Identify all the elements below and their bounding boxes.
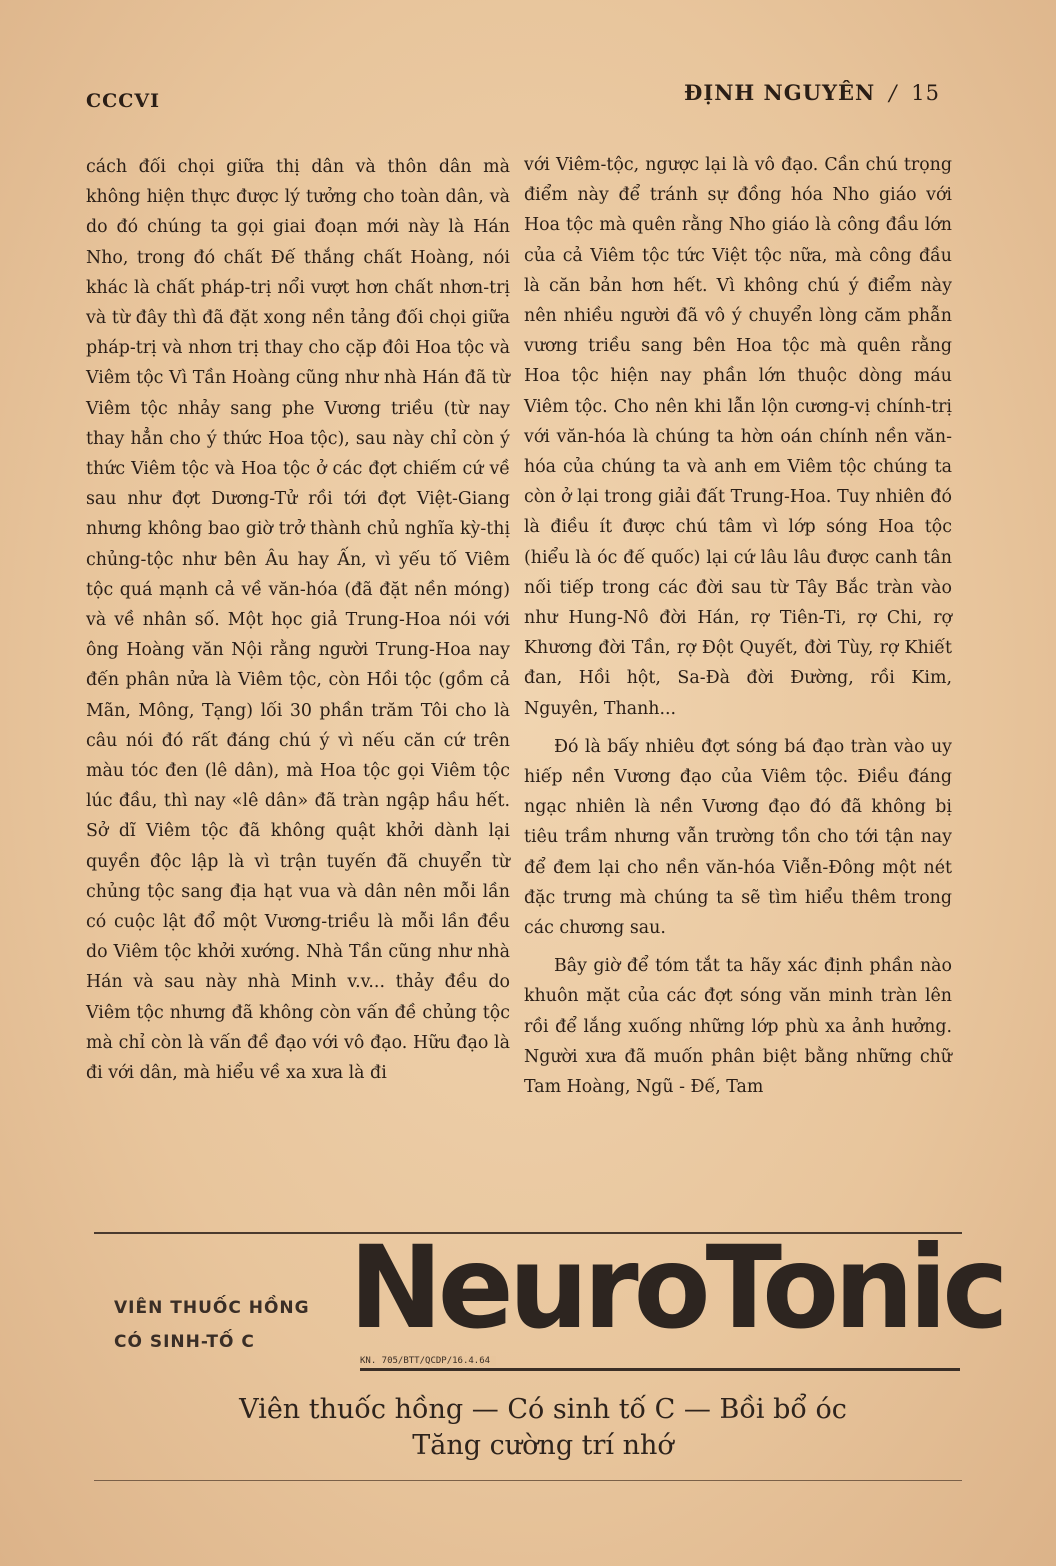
ad-subtitle-line1: VIÊN THUỐC HỒNG — [114, 1298, 310, 1318]
ad-slogan-line1: Viên thuốc hồng — Có sinh tố C — Bồi bổ óc — [239, 1394, 847, 1425]
header-separator: / — [889, 81, 898, 105]
ad-registration-text: KN. 705/BTT/QCDP/16.4.64 — [360, 1356, 496, 1366]
ad-slogan — [0, 1392, 1056, 1464]
advertisement — [94, 1221, 1004, 1372]
text-column-right — [524, 150, 952, 1102]
author-name: ĐỊNH NGUYÊN — [684, 80, 876, 105]
ad-slogan-line2: Tăng cường trí nhớ — [412, 1430, 674, 1461]
paragraph: với Viêm-tộc, ngược lại là vô đạo. Cần chú trọng điểm này để tránh sự đồng hóa Nho giáo với Hoa tộc mà quên rằng Nho giáo là công đầu lớn của cả Viêm tộc tức Việt tộc nữa, mà công đầu là căn bản hơn hết. Vì không chú ý điểm này nên nhiều người đã vô ý chuyển lòng căm phẫn vương triều sang bên Hoa tộc mà quên rằng Hoa tộc hiện nay phần lớn thuộc dòng máu Viêm tộc. Cho nên khi lẫn lộn cương-vị chính-trị với văn-hóa là chúng ta hờn oán chính nền văn-hóa của chúng ta và anh em Viêm tộc chúng ta còn ở lại trong giải đất Trung-Hoa. Tuy nhiên đó là điều ít được chú tâm vì lớp sóng Hoa tộc (hiểu là óc đế quốc) lại cứ lâu lâu được canh tân nối tiếp trong các đời sau từ Tây Bắc tràn vào như Hung-Nô đời Hán, rợ Tiên-Ti, rợ Chi, rợ Khương đời Tần, rợ Đột Quyết, đời Tùy, rợ Khiết đan, Hồi hột, Sa-Đà đời Đường, rồi Kim, Nguyên, Thanh... — [524, 155, 952, 719]
running-header — [684, 80, 940, 105]
paragraph: cách đối chọi giữa thị dân và thôn dân mà không hiện thực được lý tưởng cho toàn dân, và do đó chúng ta gọi giai đoạn mới này là Hán Nho, trong đó chất Đế thắng chất Hoàng, nói khác là chất pháp-trị nổi vượt hơn chất nhơn-trị và từ đây thì đã đặt xong nền tảng đối chọi giữa pháp-trị và nhơn trị thay cho cặp đôi Hoa tộc và Viêm tộc Vì Tần Hoàng cũng như nhà Hán đã từ Viêm tộc nhảy sang phe Vương triều (từ nay thay hẳn cho ý thức Hoa tộc), sau này chỉ còn ý thức Viêm tộc và Hoa tộc ở các đợt chiếm cứ về sau như đợt Dương-Tử rồi tới đợt Việt-Giang nhưng không bao giờ trở thành chủ nghĩa kỳ-thị chủng-tộc như bên Âu hay Ấn, vì yếu tố Viêm tộc quá mạnh cả về văn-hóa (đã đặt nền móng) và về nhân số. Một học giả Trung-Hoa nói với ông Hoàng văn Nội rằng người Trung-Hoa nay đến phân nửa là Viêm tộc, còn Hồi tộc (gồm cả Mãn, Mông, Tạng) lối 30 phần trăm Tôi cho là câu nói đó rất đáng chú ý vì nếu căn cứ trên màu tóc đen (lê dân), mà Hoa tộc gọi Viêm tộc lúc đầu, thì nay «lê dân» đã tràn ngập hầu hết. Sở dĩ Viêm tộc đã không quật khởi dành lại quyền độc lập là vì trận tuyến đã chuyển từ chủng tộc sang địa hạt vua và dân nên mỗi lần có cuộc lật đổ một Vương-triều là mỗi lần đều do Viêm tộc khởi xướng. Nhà Tần cũng như nhà Hán và sau này nhà Minh v.v... thảy đều do Viêm tộc nhưng đã không còn vấn đề chủng tộc mà chỉ còn là vấn đề đạo với vô đạo. Hữu đạo là đi với dân, mà hiểu về xa xưa là đi — [86, 157, 510, 1084]
page-number: 15 — [911, 81, 940, 105]
advertisement-bottom-rule — [94, 1480, 962, 1481]
paragraph: Đó là bấy nhiêu đợt sóng bá đạo tràn vào uy hiếp nền Vương đạo của Viêm tộc. Điều đáng ngạc nhiên là nền Vương đạo đó đã không bị tiêu trầm nhưng vẫn trường tồn cho tới tận nay để đem lại cho nền văn-hóa Viễn-Đông một nét đặc trưng mà chúng ta sẽ tìm hiểu thêm trong các chương sau. — [524, 736, 952, 939]
ad-registration-number — [360, 1356, 960, 1371]
paragraph: Bây giờ để tóm tắt ta hãy xác định phần nào khuôn mặt của các đợt sóng văn minh tràn lên rồi để lắng xuống những lớp phù xa ảnh hưởng. Người xưa đã muốn phân biệt bằng những chữ Tam Hoàng, Ngũ - Đế, Tam — [524, 956, 952, 1098]
text-column-left — [86, 152, 510, 1088]
chapter-roman-numeral: CCCVI — [86, 90, 160, 112]
ad-brand-logo: NeuroTonic — [349, 1221, 1004, 1355]
ad-subtitle-line2: CÓ SINH-TỐ C — [114, 1332, 255, 1352]
